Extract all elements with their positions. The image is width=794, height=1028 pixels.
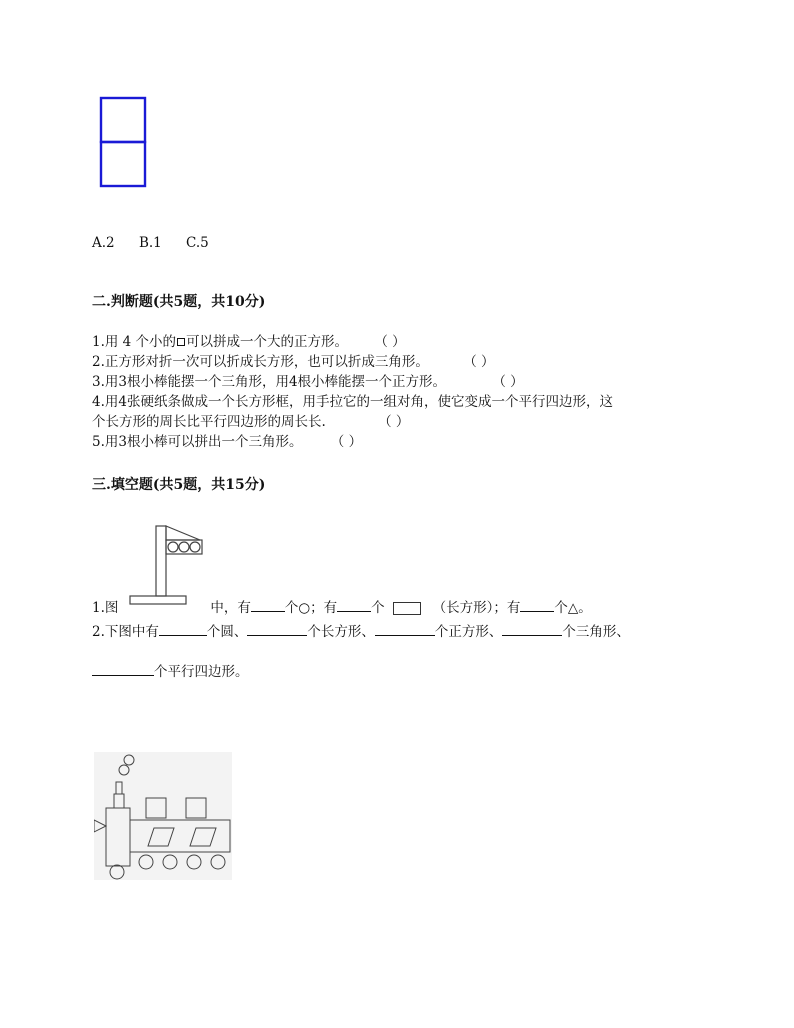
blank-q2-parallelograms[interactable] bbox=[92, 661, 154, 676]
answer-options bbox=[92, 233, 209, 253]
section2-heading: 二.判断题(共5题，共10分) bbox=[92, 294, 266, 310]
answer-paren-3[interactable]: （ ） bbox=[492, 374, 524, 390]
fill-question-2-line1: 2.下图中有 个圆、 个长方形、 个正方形、 个三角形、 bbox=[92, 621, 630, 642]
option-b: B.1 bbox=[138, 235, 162, 251]
blank-q2-triangles[interactable] bbox=[502, 621, 562, 636]
judge-question-4-line2: 个长方形的周长比平行四边形的周长长. （ ） bbox=[92, 414, 410, 430]
answer-paren-1[interactable]: （ ） bbox=[374, 334, 406, 350]
blank-rectangles[interactable] bbox=[337, 597, 371, 612]
blank-circles[interactable] bbox=[251, 597, 285, 612]
rectangle-icon bbox=[393, 602, 421, 615]
judge-question-4-line1: 4.用4张硬纸条做成一个长方形框，用手拉它的一组对角，使它变成一个平行四边形，这 bbox=[92, 394, 613, 410]
judge-question-5: 5.用3根小棒可以拼出一个三角形。 （ ） bbox=[92, 434, 363, 450]
judge-question-1: 1.用 4 个小的 可以拼成一个大的正方形。 （ ） bbox=[92, 334, 406, 350]
fill-question-1: 1.图 中，有 个○；有 个 （长方形）；有 个△。 bbox=[92, 597, 592, 618]
option-c: C.5 bbox=[186, 235, 209, 251]
blank-q2-circles[interactable] bbox=[159, 621, 207, 636]
answer-paren-4[interactable]: （ ） bbox=[378, 414, 410, 430]
section3-heading: 三.填空题(共5题，共15分) bbox=[92, 477, 266, 493]
small-square-icon bbox=[177, 338, 185, 346]
answer-paren-2[interactable]: （ ） bbox=[463, 354, 495, 370]
blank-triangles[interactable] bbox=[520, 597, 554, 612]
answer-paren-5[interactable]: （ ） bbox=[330, 434, 363, 450]
judge-question-3: 3.用3根小棒能摆一个三角形，用4根小棒能摆一个正方形。 （ ） bbox=[92, 374, 524, 390]
train-figure bbox=[94, 752, 232, 880]
stacked-squares-figure bbox=[96, 94, 152, 192]
option-a: A.2 bbox=[92, 235, 115, 251]
fill-question-2-line2: 个平行四边形。 bbox=[92, 661, 249, 682]
blank-q2-squares[interactable] bbox=[375, 621, 435, 636]
judge-question-2: 2.正方形对折一次可以折成长方形，也可以折成三角形。 （ ） bbox=[92, 354, 495, 370]
blank-q2-rectangles[interactable] bbox=[247, 621, 307, 636]
